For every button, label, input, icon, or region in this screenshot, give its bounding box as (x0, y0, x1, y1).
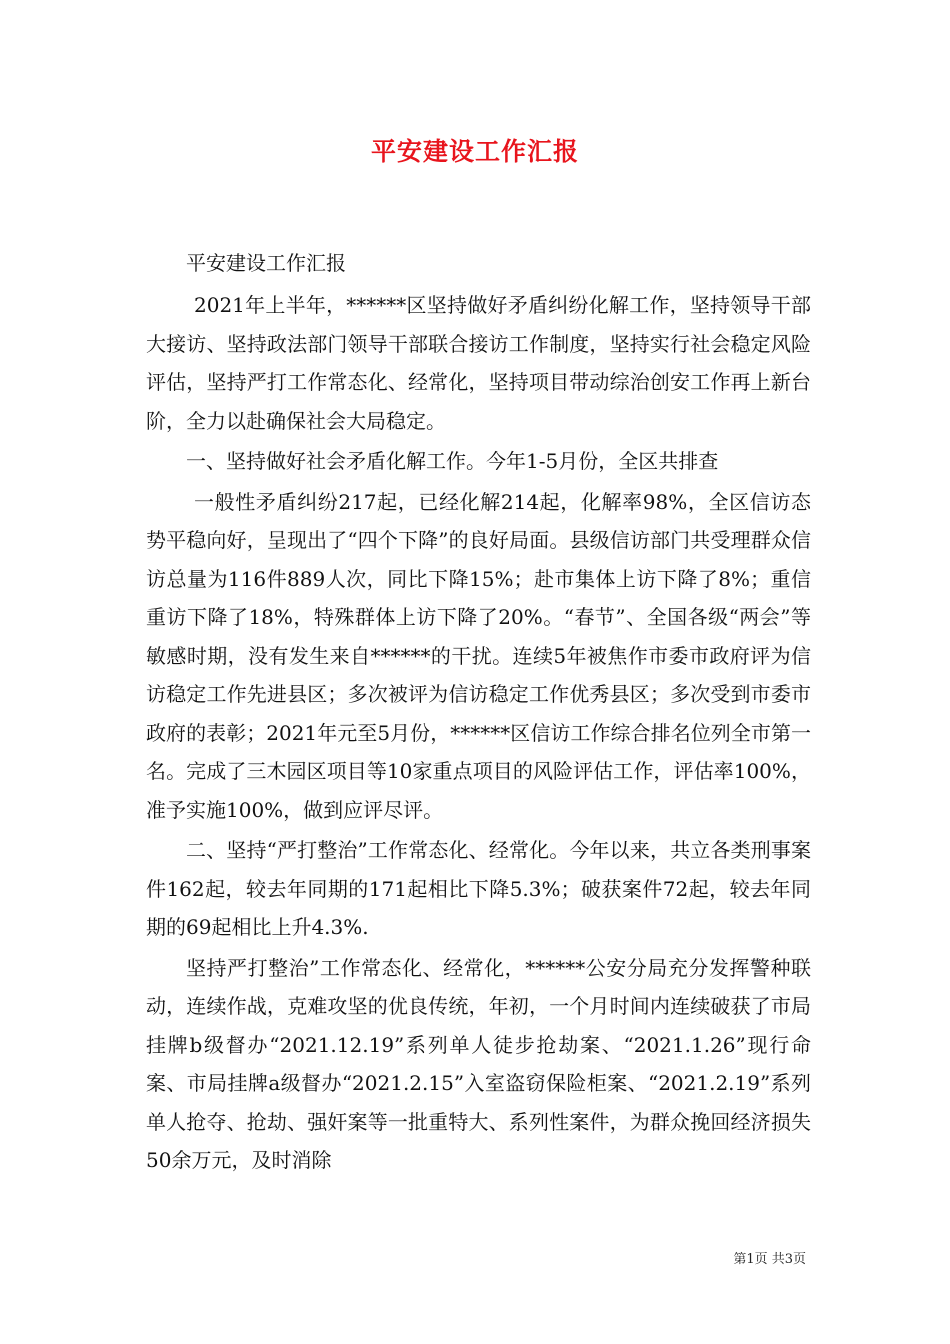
paragraph-section-one-body: 一般性矛盾纠纷217起，已经化解214起，化解率98%，全区信访态势平稳向好，呈现出了“四个下降”的良好局面。县级信访部门共受理群众信访总量为116件889人次，同比下降15%；赴市集体上访下降了8%；重信重访下降了18%，特殊群体上访下降了20%。“春节”、全国各级“两会”等敏感时期，没有发生来自******的干扰。连续5年被焦作市委市政府评为信访稳定工作先进县区；多次被评为信访稳定工作优秀县区；多次受到市委市政府的表彰；2021年元至5月份，******区信访工作综合排名位列全市第一名。完成了三木园区项目等10家重点项目的风险评估工作，评估率100%，准予实施100%，做到应评尽评。 (146, 489, 811, 822)
paragraph-intro: 2021年上半年，******区坚持做好矛盾纠纷化解工作，坚持领导干部大接访、坚持政法部门领导干部联合接访工作制度，坚持实行社会稳定风险评估，坚持严打工作常态化、经常化，坚持项目带动综治创安工作再上新台阶，全力以赴确保社会大局稳定。 (146, 293, 811, 433)
document-subtitle: 平安建设工作汇报 (186, 251, 346, 275)
paragraph-section-two: 二、坚持“严打整治”工作常态化、经常化。今年以来，共立各类刑事案件162起，较去年同期的171起相比下降5.3%；破获案件72起，较去年同期的69起相比上升4.3%. (146, 838, 811, 939)
document-body (146, 240, 811, 1182)
page-title: 平安建设工作汇报 (370, 137, 579, 166)
paragraph-section-two-detail: 坚持严打整治”工作常态化、经常化，******公安分局充分发挥警种联动，连续作战，克难攻坚的优良传统，年初，一个月时间内连续破获了市局挂牌b级督办“2021.12.19”系列单人徒步抢劫案、“2021.1.26”现行命案、市局挂牌a级督办“2021.2.15”入室盗窃保险柜案、“2021.2.19”系列单人抢夺、抢劫、强奸案等一批重特大、系列性案件，为群众挽回经济损失50余万元，及时消除 (146, 955, 811, 1172)
page-indicator: 第1页 共3页 (733, 1252, 806, 1267)
paragraph-section-one-heading: 一、坚持做好社会矛盾化解工作。今年1-5月份，全区共排查 (186, 449, 719, 473)
